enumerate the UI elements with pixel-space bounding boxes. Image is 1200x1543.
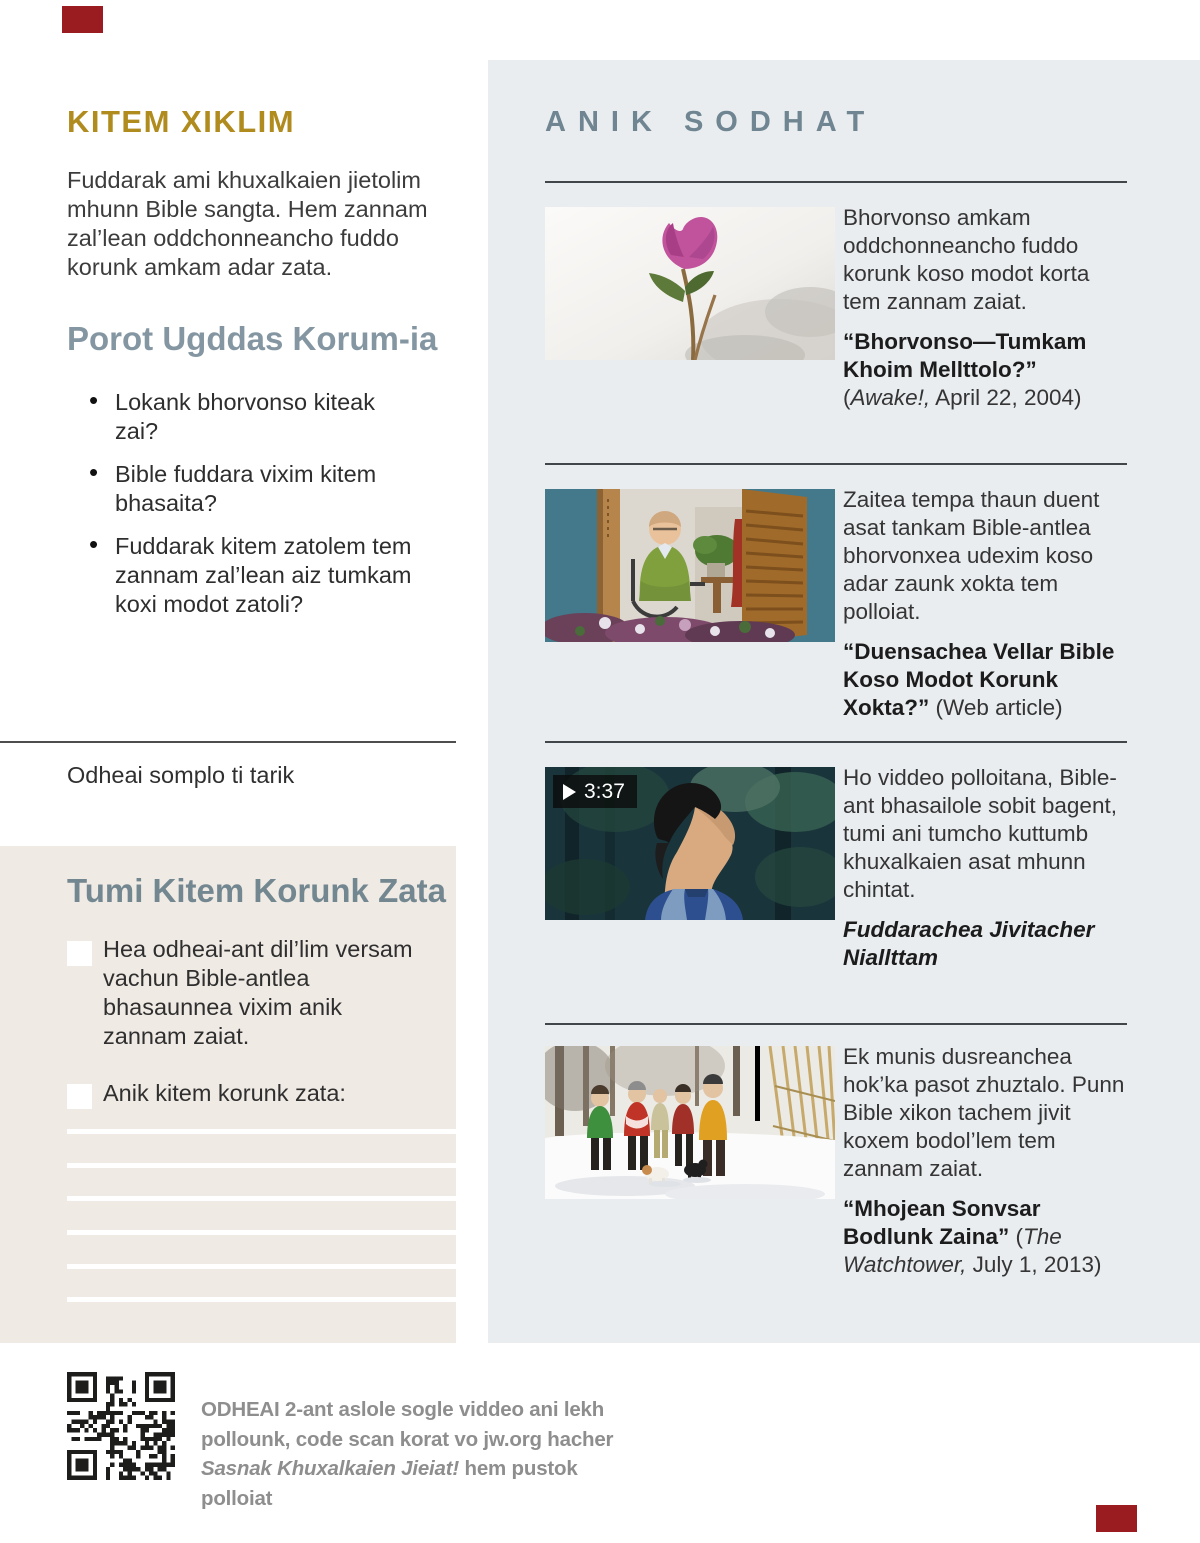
page-corner-marker-bottom-right	[1096, 1505, 1137, 1532]
qr-code	[67, 1372, 175, 1480]
reading-entry	[843, 1043, 1130, 1291]
what-you-learn-title: KITEM XIKLIM	[67, 104, 296, 139]
reading-entry	[843, 204, 1130, 424]
entry-reference: “Bhorvonso—Tumkam Khoim Mellttolo?” (Awake!, April 22, 2004)	[843, 329, 1087, 410]
list-item: • Lokank bhorvonso kiteak zai?	[89, 385, 375, 444]
qr-caption-line: ODHEAI 2-ant aslole sogle viddeo ani lekh	[201, 1398, 605, 1421]
intro-paragraph: Fuddarak ami khuxalkaien jietolim mhunn Bible sangta. Hem zannam zal’lean oddchonneancho fuddo korunk amkam adar zata.	[67, 167, 428, 280]
divider	[545, 463, 1127, 465]
divider	[545, 1023, 1127, 1025]
qr-caption	[201, 1395, 641, 1513]
man-at-window-photo	[545, 489, 835, 642]
divider	[0, 741, 456, 743]
play-icon	[563, 784, 576, 800]
entry-body: Bhorvonso amkam oddchonneancho fuddo korunk koso modot korta tem zannam zaiat.	[843, 205, 1090, 314]
checklist-item: Anik kitem korunk zata:	[103, 1080, 346, 1106]
checkbox[interactable]	[67, 941, 92, 966]
video-thumbnail-man-forest[interactable]	[545, 767, 835, 920]
date-completed-label: Odheai somplo ti tarik	[67, 762, 295, 788]
bullet-icon: •	[89, 457, 99, 487]
writing-line	[67, 1196, 456, 1201]
entry-body: Ho viddeo polloitana, Bible-ant bhasailole sobit bagent, tumi ani tumcho kuttumb khuxalkaien asat mhunn chintat.	[843, 765, 1117, 902]
family-walking-snow-photo	[545, 1046, 835, 1199]
writing-line	[67, 1163, 456, 1168]
entry-body: Ek munis dusreanchea hok’ka pasot zhuztalo. Punn Bible xikon tachem jivit koxem bodol’lem tem zannam zaiat.	[843, 1044, 1125, 1181]
review-section-title: Porot Ugddas Korum-ia	[67, 320, 438, 357]
qr-caption-line: Sasnak Khuxalkaien Jieiat! hem pustok polloiat	[201, 1457, 578, 1510]
entry-reference: “Mhojean Sonvsar Bodlunk Zaina” (The Watchtower, July 1, 2013)	[843, 1196, 1102, 1277]
list-item: • Bible fuddara vixim kitem bhasaita?	[89, 457, 377, 516]
entry-body: Zaitea tempa thaun duent asat tankam Bible-antlea bhorvonxea udexim koso adar zaunk xokta tem polloiat.	[843, 487, 1100, 624]
video-duration: 3:37	[584, 779, 625, 803]
writing-line	[67, 1264, 456, 1269]
divider	[545, 181, 1127, 183]
page-corner-marker-top-left	[62, 6, 103, 33]
action-box-title: Tumi Kitem Korunk Zata	[67, 872, 446, 909]
pink-flower-photo	[545, 207, 835, 360]
video-duration-badge	[553, 775, 637, 808]
writing-line	[67, 1297, 456, 1302]
reading-entry	[843, 486, 1130, 734]
entry-reference: “Duensachea Vellar Bible Koso Modot Korunk Xokta?” (Web article)	[843, 639, 1115, 720]
divider	[545, 741, 1127, 743]
review-question-list	[67, 385, 419, 633]
writing-line	[67, 1129, 456, 1134]
further-reading-title: ANIK SODHAT	[545, 106, 877, 138]
checklist-item: Hea odheai-ant dil’lim versam vachun Bible-antlea bhasaunnea vixim anik zannam zaiat.	[103, 936, 413, 1049]
checkbox[interactable]	[67, 1084, 92, 1109]
entry-reference: Fuddarachea Jivitacher Niallttam	[843, 917, 1095, 970]
writing-line	[67, 1230, 456, 1235]
reading-entry	[843, 764, 1130, 984]
list-item: • Fuddarak kitem zatolem tem zannam zal’lean aiz tumkam koxi modot zatoli?	[89, 529, 412, 617]
qr-caption-line: pollounk, code scan korat vo jw.org hacher	[201, 1427, 614, 1451]
bullet-icon: •	[89, 529, 99, 559]
bullet-icon: •	[89, 385, 99, 415]
